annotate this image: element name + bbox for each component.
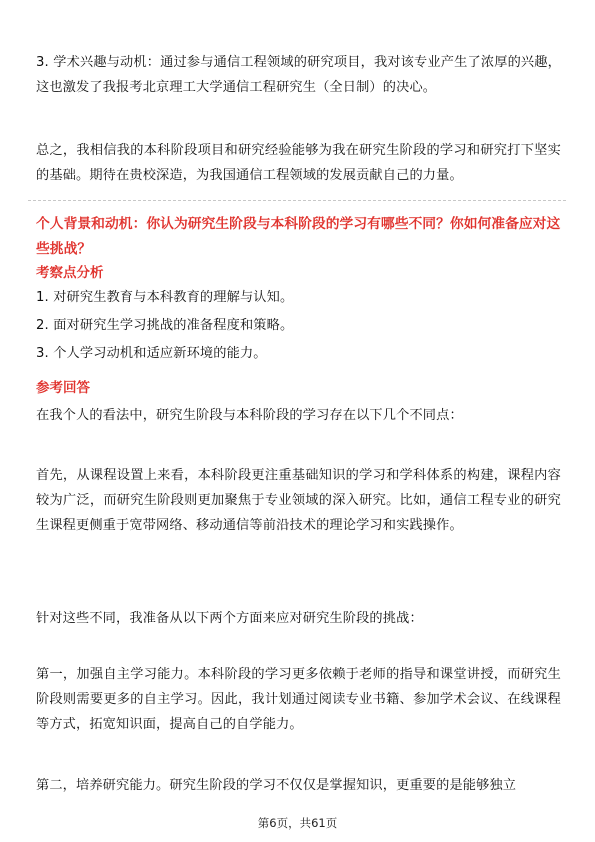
answer-paragraph: 首先，从课程设置上来看，本科阶段更注重基础知识的学习和学科体系的构建，课程内容较为广泛，而研究生阶段则更加聚焦于专业领域的深入研究。比如，通信工程专业的研究生课程更侧重于宽带网络、移动通信等前沿技术的理论学习和实践操作。 [36, 468, 561, 533]
answer-paragraph: 针对这些不同，我准备从以下两个方面来应对研究生阶段的挑战： [36, 611, 423, 626]
paragraph-academic-interest: 3. 学术兴趣与动机：通过参与通信工程领域的研究项目，我对该专业产生了浓厚的兴趣，这也激发了我报考北京理工大学通信工程研究生（全日制）的决心。 [36, 55, 561, 95]
answer-paragraph: 第二，培养研究能力。研究生阶段的学习不仅仅是掌握知识，更重要的是能够独立 [36, 778, 517, 793]
analysis-item: 2. 面对研究生学习挑战的准备程度和策略。 [36, 318, 294, 333]
answer-heading: 参考回答 [36, 380, 90, 396]
answer-paragraph: 第一，加强自主学习能力。本科阶段的学习更多依赖于老师的指导和课堂讲授，而研究生阶段则需要更多的自主学习。因此，我计划通过阅读专业书籍、参加学术会议、在线课程等方式，拓宽知识面，提高自己的自学能力。 [36, 667, 561, 732]
answer-paragraph: 在我个人的看法中，研究生阶段与本科阶段的学习存在以下几个不同点： [36, 408, 463, 423]
paragraph-conclusion: 总之，我相信我的本科阶段项目和研究经验能够为我在研究生阶段的学习和研究打下坚实的基础。期待在贵校深造，为我国通信工程领域的发展贡献自己的力量。 [36, 143, 561, 183]
analysis-item: 3. 个人学习动机和适应新环境的能力。 [36, 346, 267, 361]
section-divider [28, 200, 566, 201]
interview-question: 个人背景和动机：你认为研究生阶段与本科阶段的学习有哪些不同？你如何准备应对这些挑战？ [36, 216, 561, 257]
analysis-heading: 考察点分析 [36, 265, 104, 281]
analysis-item: 1. 对研究生教育与本科教育的理解与认知。 [36, 290, 294, 305]
page-number: 第6页，共61页 [257, 816, 338, 830]
